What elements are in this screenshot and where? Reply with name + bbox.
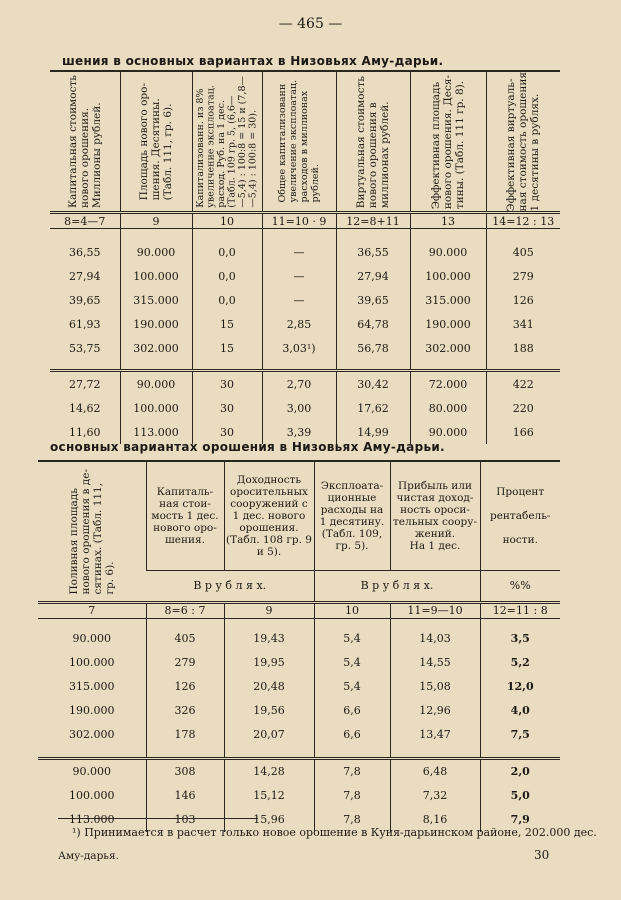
cell: 15,08 bbox=[390, 674, 480, 698]
cell: 6,6 bbox=[314, 698, 390, 722]
table1-header-1: Капитальная стоимость нового орошения. Миллионы рублей. bbox=[66, 75, 103, 209]
table-row bbox=[38, 698, 560, 722]
cell: 5,4 bbox=[314, 674, 390, 698]
cell: 7,32 bbox=[390, 784, 480, 808]
colnum: 8=6 : 7 bbox=[146, 602, 224, 618]
cell: 5,4 bbox=[314, 650, 390, 674]
cell: 80.000 bbox=[410, 396, 486, 420]
cell: 15 bbox=[192, 337, 262, 361]
cell: 14,62 bbox=[69, 401, 101, 415]
cell: 315.000 bbox=[410, 289, 486, 313]
cell: 27,72 bbox=[50, 371, 120, 397]
cell: 7,8 bbox=[314, 808, 390, 832]
cell: 90.000 bbox=[72, 631, 111, 645]
table-row bbox=[38, 650, 560, 674]
colnum: 13 bbox=[410, 213, 486, 229]
cell: 8,16 bbox=[390, 808, 480, 832]
table2-header-row bbox=[38, 462, 560, 570]
cell: 302.000 bbox=[410, 337, 486, 361]
cell: 5,0 bbox=[480, 784, 560, 808]
table1 bbox=[50, 72, 560, 444]
cell: — bbox=[262, 265, 336, 289]
table-row bbox=[38, 674, 560, 698]
cell: 100.000 bbox=[410, 265, 486, 289]
cell: 12,96 bbox=[390, 698, 480, 722]
cell: 315.000 bbox=[69, 679, 115, 693]
table-row bbox=[50, 265, 560, 289]
cell: 190.000 bbox=[410, 313, 486, 337]
table1-header-2: Площадь нового оро- шения. Десятины. (Табл. 111, гр. 6). bbox=[138, 83, 174, 201]
cell: 13,47 bbox=[390, 722, 480, 746]
cell: 2,0 bbox=[480, 758, 560, 784]
cell: 20,48 bbox=[224, 674, 314, 698]
units-rubles-b: В р у б л я х. bbox=[314, 570, 480, 602]
cell: 279 bbox=[486, 265, 560, 289]
cell: 27,94 bbox=[336, 265, 410, 289]
cell: 36,55 bbox=[69, 246, 101, 260]
cell: 166 bbox=[486, 420, 560, 444]
table1-title: шения в основных вариантах в Низовьях Аму-дарьи. bbox=[62, 54, 444, 68]
cell: 36,55 bbox=[336, 241, 410, 265]
cell: 7,8 bbox=[314, 758, 390, 784]
cell: 39,65 bbox=[69, 294, 101, 308]
footer-left: Аму-дарья. bbox=[58, 850, 119, 862]
cell: 19,43 bbox=[224, 626, 314, 650]
cell: 14,28 bbox=[224, 758, 314, 784]
cell: 64,78 bbox=[336, 313, 410, 337]
cell: 100.000 bbox=[120, 396, 192, 420]
cell: — bbox=[262, 241, 336, 265]
colnum: 10 bbox=[314, 602, 390, 618]
footnote: ¹) Принимается в расчет только новое орошение в Куня-дарьинском районе, 202.000 дес. bbox=[72, 826, 597, 839]
cell: 100.000 bbox=[69, 655, 115, 669]
cell: 126 bbox=[146, 674, 224, 698]
colnum: 10 bbox=[192, 213, 262, 229]
colnum: 9 bbox=[224, 602, 314, 618]
cell: 341 bbox=[486, 313, 560, 337]
colnum: 9 bbox=[120, 213, 192, 229]
cell: 30 bbox=[192, 371, 262, 397]
cell: 72.000 bbox=[410, 371, 486, 397]
cell: 2,85 bbox=[262, 313, 336, 337]
cell: 3,5 bbox=[480, 626, 560, 650]
table1-header-5: Виртуальная стоимость нового орошения в миллионах рублей. bbox=[355, 75, 391, 208]
cell: 308 bbox=[146, 758, 224, 784]
table-row bbox=[38, 784, 560, 808]
table-row bbox=[50, 337, 560, 361]
colnum: 14=12 : 13 bbox=[486, 213, 560, 229]
footer-signature: 30 bbox=[534, 848, 550, 862]
table1-header-7: Эффективная виртуаль- ная стоимость орошения 1 десятины в рублях. bbox=[505, 72, 542, 212]
table2-header-6: Процент рентабель- ности. bbox=[490, 485, 551, 546]
table-row bbox=[50, 241, 560, 265]
cell: 12,0 bbox=[480, 674, 560, 698]
cell: 4,0 bbox=[480, 698, 560, 722]
colnum: 12=11 : 8 bbox=[480, 602, 560, 618]
cell: 20,07 bbox=[224, 722, 314, 746]
colnum: 12=8+11 bbox=[336, 213, 410, 229]
table1-colnum-row bbox=[50, 213, 560, 229]
cell: 279 bbox=[146, 650, 224, 674]
cell: 113.000 bbox=[69, 813, 115, 826]
cell: 100.000 bbox=[120, 265, 192, 289]
units-percent: %% bbox=[480, 570, 560, 602]
colnum: 7 bbox=[38, 602, 146, 618]
units-rubles-a: В р у б л я х. bbox=[146, 570, 314, 602]
cell: 188 bbox=[486, 337, 560, 361]
cell: 30 bbox=[192, 420, 262, 444]
cell: 15 bbox=[192, 313, 262, 337]
cell: 7,8 bbox=[314, 784, 390, 808]
cell: 11,60 bbox=[69, 425, 101, 439]
cell: 405 bbox=[486, 241, 560, 265]
cell: 0,0 bbox=[192, 289, 262, 313]
table-row bbox=[50, 396, 560, 420]
cell: 15,12 bbox=[224, 784, 314, 808]
cell: 61,93 bbox=[69, 318, 101, 332]
table1-header-row bbox=[50, 72, 560, 213]
colnum: 8=4—7 bbox=[50, 213, 120, 229]
cell: 103 bbox=[146, 808, 224, 832]
cell: 0,0 bbox=[192, 241, 262, 265]
cell: 422 bbox=[486, 371, 560, 397]
cell: 5,2 bbox=[480, 650, 560, 674]
cell: 19,95 bbox=[224, 650, 314, 674]
cell: 90.000 bbox=[410, 241, 486, 265]
cell: 6,6 bbox=[314, 722, 390, 746]
cell: 14,03 bbox=[390, 626, 480, 650]
cell: 14,55 bbox=[390, 650, 480, 674]
footnote-rule bbox=[58, 818, 258, 819]
cell: 3,03¹) bbox=[262, 337, 336, 361]
cell: 27,94 bbox=[69, 270, 101, 284]
cell: 3,39 bbox=[262, 420, 336, 444]
table-row bbox=[38, 722, 560, 746]
table2 bbox=[38, 462, 560, 832]
cell: 15,96 bbox=[224, 808, 314, 832]
cell: — bbox=[262, 289, 336, 313]
cell: 315.000 bbox=[120, 289, 192, 313]
table-row bbox=[50, 313, 560, 337]
cell: 56,78 bbox=[336, 337, 410, 361]
table2-header-2: Капиталь- ная стои- мость 1 дес. нового оро- шения. bbox=[151, 485, 219, 546]
cell: 5,4 bbox=[314, 626, 390, 650]
cell: 100.000 bbox=[69, 789, 115, 802]
cell: 17,62 bbox=[336, 396, 410, 420]
cell: 30 bbox=[192, 396, 262, 420]
table1-header-4: Общее капитализованн увеличение эксплоатац. расходов в миллионах рублей. bbox=[277, 80, 321, 203]
table-row bbox=[50, 289, 560, 313]
cell: 90.000 bbox=[38, 758, 146, 784]
colnum: 11=9—10 bbox=[390, 602, 480, 618]
cell: 326 bbox=[146, 698, 224, 722]
page-number: — 465 — bbox=[278, 16, 343, 32]
cell: 146 bbox=[146, 784, 224, 808]
cell: 113.000 bbox=[120, 420, 192, 444]
table2-header-4: Эксплоата- ционные расходы на 1 десятину. (Табл. 109, гр. 5). bbox=[319, 479, 385, 552]
table-row bbox=[50, 371, 560, 397]
table-row bbox=[38, 626, 560, 650]
table2-colnum-row bbox=[38, 602, 560, 618]
table2-header-5: Прибыль или чистая доход- ность ороси- тельных соору- жений. На 1 дес. bbox=[393, 479, 477, 552]
cell: 126 bbox=[486, 289, 560, 313]
table-row bbox=[38, 758, 560, 784]
colnum: 11=10 · 9 bbox=[262, 213, 336, 229]
table2-header-1: Поливная площадь нового орошения в де- сятинах. (Табл. 111, гр. 6). bbox=[67, 468, 116, 594]
cell: 3,00 bbox=[262, 396, 336, 420]
cell: 39,65 bbox=[336, 289, 410, 313]
cell: 7,5 bbox=[480, 722, 560, 746]
table1-header-6: Эффективная площадь нового орошения. Деся- тины. (Табл. 111 гр. 8). bbox=[430, 74, 466, 209]
cell: 302.000 bbox=[120, 337, 192, 361]
cell: 302.000 bbox=[69, 727, 115, 741]
cell: 405 bbox=[146, 626, 224, 650]
cell: 7,9 bbox=[480, 808, 560, 832]
cell: 2,70 bbox=[262, 371, 336, 397]
cell: 30,42 bbox=[336, 371, 410, 397]
cell: 190.000 bbox=[120, 313, 192, 337]
cell: 14,99 bbox=[336, 420, 410, 444]
cell: 190.000 bbox=[69, 703, 115, 717]
table2-header-3: Доходность оросительных сооружений с 1 дес. нового орошения. (Табл. 108 гр. 9 и 5). bbox=[226, 473, 312, 558]
cell: 0,0 bbox=[192, 265, 262, 289]
cell: 53,75 bbox=[69, 342, 101, 356]
cell: 19,56 bbox=[224, 698, 314, 722]
table1-header-3: Капитализованн. из 8% увеличение эксплоатац. расход. Руб. на 1 дес. (Табл. 109 гр. 5, (6,6— —5,4) : 100:8 = 15 и (7,8— —5,4) : 100:8 = 30). bbox=[194, 75, 258, 208]
cell: 90.000 bbox=[120, 371, 192, 397]
cell: 90.000 bbox=[120, 241, 192, 265]
cell: 220 bbox=[486, 396, 560, 420]
cell: 178 bbox=[146, 722, 224, 746]
table2-title: основных вариантах орошения в Низовьях Аму-дарьи. bbox=[50, 440, 445, 454]
cell: 6,48 bbox=[390, 758, 480, 784]
cell: 90.000 bbox=[410, 420, 486, 444]
